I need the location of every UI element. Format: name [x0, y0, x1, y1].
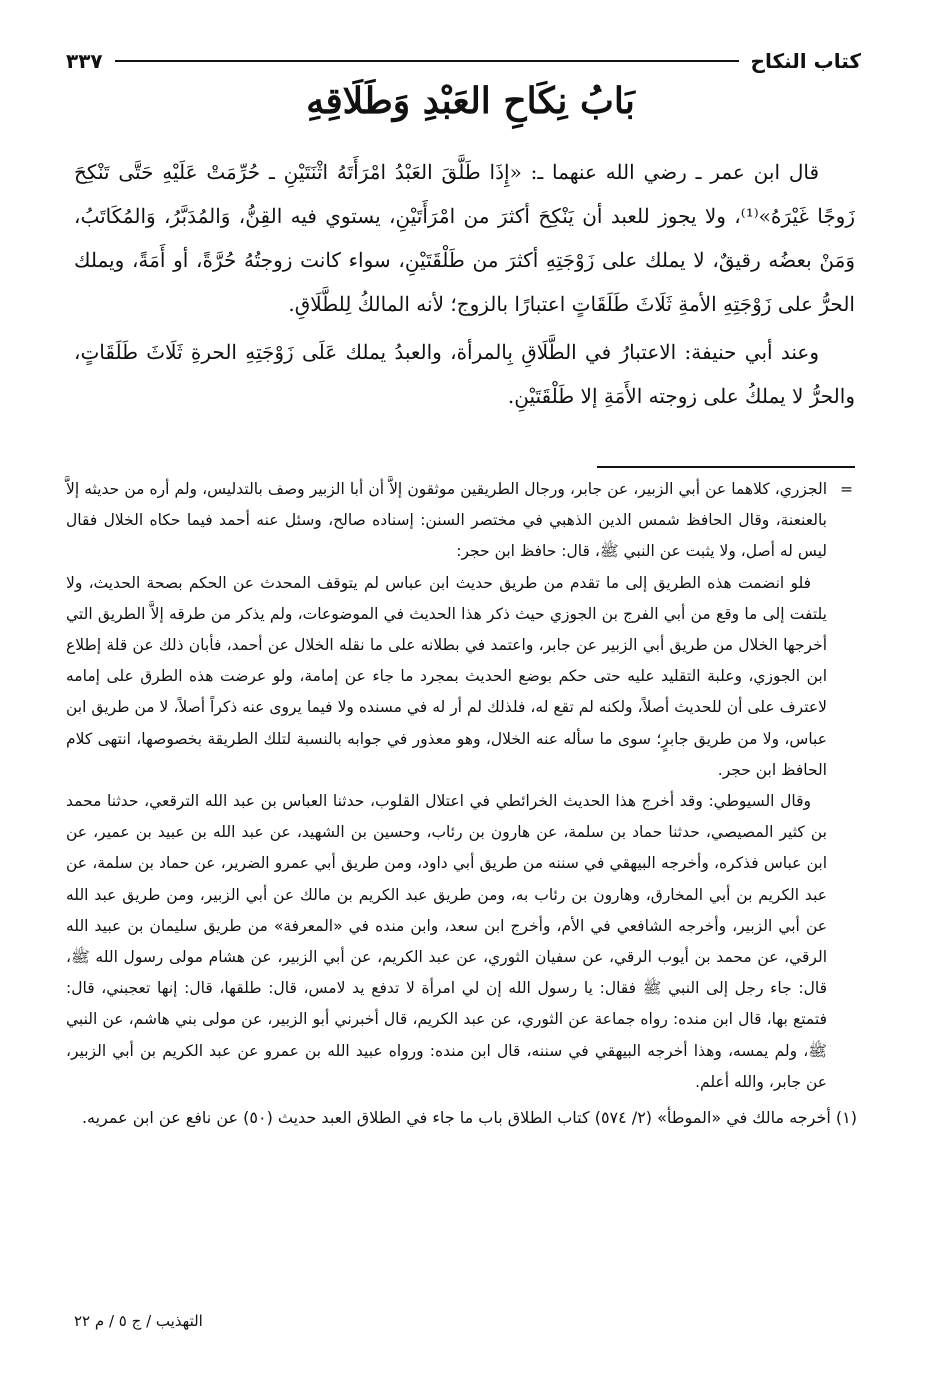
chapter-title: بَابُ نِكَاحِ العَبْدِ وَطَلَاقِهِ — [306, 80, 635, 122]
footnote-hajar-quote: فلو انضمت هذه الطريق إلى ما تقدم من طريق حديث ابن عباس لم يتوقف المحدث عن الحكم بصحة الحديث، ولا يلتفت إلى ما وقع من أبي الفرج بن الجوزي حيث ذكر هذا الحديث في الموضوعات، ولم يذكر من طرقه إلاَّ الطريق التي أخرجها الخلال من طريق أبي الزبير عن جابر، واعتمد في بطلانه على ما نقله الخلال عن أحمد، فأبان ذلك عن قلة إطلاع ابن الجوزي، وعلبة التقليد عليه حتى حكم بوضع الحديث بمجرد ما جاء عن إمامة، ولو عرضت هذه الطرق على إمامه لاعترف على أن للحديث أصلاً، ولكنه لم تقع له، فلذلك لم أر له في مسنده ولا فيما يروى عنه ذكراً أصلاً، لا من طريق ابن عباس، ولا من طريق جابرٍ؛ سوى ما سأله عنه الخلال، وهو معذور في جوابه بالنسبة لتلك الطريقة بخصوصها، انتهى كلام الحافظ ابن حجر. — [66, 573, 827, 779]
running-header — [66, 46, 861, 76]
footnote-continuation-text: الجزري، كلاهما عن أبي الزبير، عن جابر، ورجال الطريقين موثقون إلاَّ أن أبا الزبير وصف بالتدليس، ولم أره من حديثه إلاَّ بالعنعنة، وقال الحافظ شمس الدين الذهبي في مختصر السنن: إسناده صالح، وسئل عنه أحمد فيما حكاه الخلال فقال ليس له أصل، ولا يثبت عن النبي ﷺ، قال: حافظ ابن حجر: — [66, 480, 827, 561]
main-text — [74, 150, 855, 418]
main-paragraph: وعند أبي حنيفة: الاعتبارُ في الطَّلَاقِ بِالمرأة، والعبدُ يملك عَلَى زَوْجَتِهِ الحرةِ ثَلَاثَ طَلَقَاتٍ، والحرُّ لا يملكُ على زوجته الأَمَةِ إلا طَلْقَتَيْنِ. — [74, 340, 855, 408]
book-title: كتاب النكاح — [750, 49, 861, 73]
footnote-separator — [597, 466, 855, 468]
continuation-mark: = — [840, 480, 853, 498]
footnotes — [66, 474, 857, 1134]
footnote-suyuti-quote: وقال السيوطي: وقد أخرج هذا الحديث الخرائطي في اعتلال القلوب، حدثنا العباس بن عبد الله الترقعي، حدثنا محمد بن كثير المصيصي، حدثنا حماد بن سلمة، عن هارون بن رئاب، وحسين بن الشهيد، عن عبد الله بن عبيد بن عمير، عن ابن عباس فذكره، وأخرجه البيهقي في سننه من طريق أبي داود، ومن طريق أبي عمرو الضرير، عن حماد بن سلمة، عن عبد الكريم بن أبي المخارق، وهارون بن رئاب به، ومن طريق عبد الكريم بن مالك عن أبي الزبير، ومن طريق عبد الله عن أبي الزبير، وأخرجه الشافعي في الأم، وأخرج ابن سعد، وابن منده في «المعرفة» من طريق سليمان بن عبيد الله الرقي، عن محمد بن أيوب الرقي، عن سفيان الثوري، عن عبد الكريم، عن أبي الزبير، عن هشام مولى رسول الله ﷺ، قال: جاء رجل إلى النبي ﷺ فقال: يا رسول الله إن لي امرأة لا تدفع يد لامس، قال: طلقها، قال: إنها تعجبني، قال: فتمتع بها، قال ابن منده: رواه جماعة عن الثوري، عن عبد الكريم، قال أخبرني أبو الزبير، عن مولى بني هاشم، عن النبي ﷺ، ولم يمسه، وهذا أخرجه البيهقي في سننه، قال ابن منده: ورواه عبيد الله بن عمرو عن عبد الكريم بن أبي الزبير، عن جابر، والله أعلم. — [66, 792, 827, 1091]
printer-signature: التهذيب / ج ٥ / م ٢٢ — [74, 1312, 203, 1330]
footnote-1: (١) أخرجه مالك في «الموطأ» (٢/ ٥٧٤) كتاب الطلاق باب ما جاء في الطلاق العبد حديث (٥٠) عن نافع عن ابن عمريه. — [81, 1108, 857, 1128]
footnote-continuation — [66, 474, 857, 568]
main-paragraph: قال ابن عمر ـ رضي الله عنهما ـ: «إِذَا طَلَّقَ العَبْدُ امْرَأَتَهُ اثْنَتَيْنِ ـ حُرِّمَتْ عَلَيْهِ حَتَّى تَنْكِحَ زَوجًا غَيْرَهُ»⁽¹⁾، ولا يجوز للعبد أن يَنْكِحَ أكثرَ من امْرَأَتَيْنِ، يستوي فيه القِنُّ، وَالمُدَبَّرُ، وَالمُكَاتَبُ، وَمَنْ بعضُه رقيقٌ، لا يملك على زَوْجَتِهِ أكثرَ من طَلْقَتَيْنِ، سواء كانت زوجتُهُ حُرَّةً، أو أَمَةً، ويملك الحرُّ على زَوْجَتِهِ الأمةِ ثَلَاثَ طَلَقَاتٍ اعتبارًا بالزوج؛ لأنه المالكُ لِلطَّلَاقِ. — [74, 160, 855, 316]
page-number: ٣٣٧ — [66, 49, 103, 73]
header-rule — [115, 60, 739, 62]
